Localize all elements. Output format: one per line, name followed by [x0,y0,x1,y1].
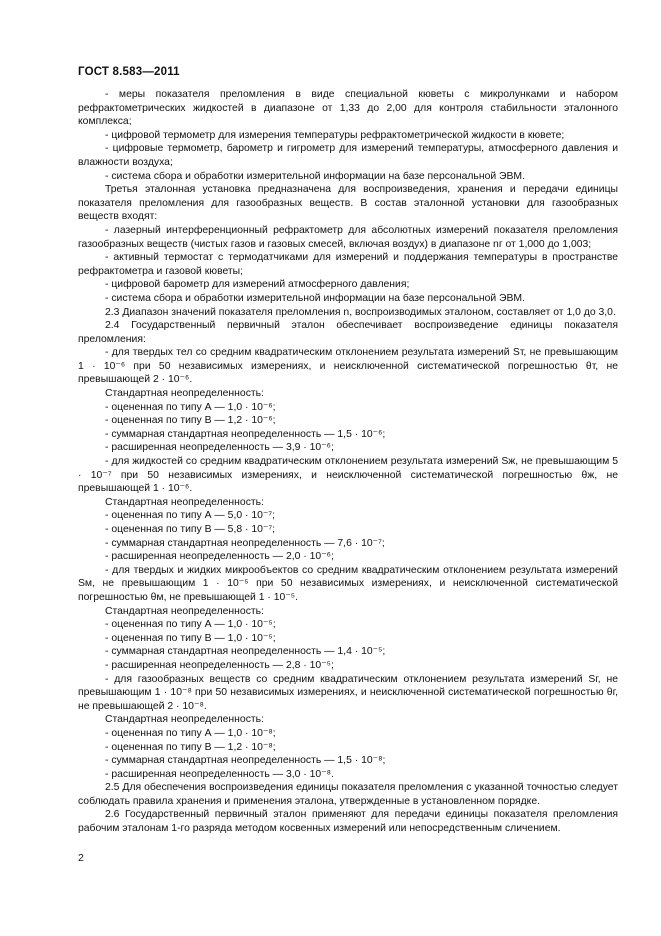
section-2-6: 2.6 Государственный первичный эталон применяют для передачи единицы показателя преломления рабочим эталонам 1-го разряда методом косвенных измерений или непосредственным сличением. [78,809,618,835]
paragraph: - цифровые термометр, барометр и гигрометр для измерений температуры, атмосферного давления и влажности воздуха; [78,143,618,168]
list-item: - суммарная стандартная неопределенность — 1,5 · 10⁻⁸; [105,755,386,767]
paragraph: - для жидкостей со средним квадратическим отклонением результата измерений Sж, не превышающим 5 · 10⁻⁷ при 50 независимых измерениях, и неисключенной систематической погрешностью θж, не превышающей 1 · 10⁻⁶. [78,456,618,495]
uncertainty-heading: Стандартная неопределенность: [105,388,264,400]
list-item: - оцененная по типу А — 1,0 · 10⁻⁵; [105,619,276,631]
paragraph: - активный термостат с термодатчиками для измерений и поддержания температуры в пространстве рефрактометра и газовой кюветы; [78,252,618,277]
list-item: - суммарная стандартная неопределенность — 1,5 · 10⁻⁶; [105,428,386,440]
document-header: ГОСТ 8.583—2011 [78,66,180,78]
paragraph: - меры показателя преломления в виде специальной кюветы с микролунками и набором рефрактометрических жидкостей в диапазоне от 1,33 до 2,00 для контроля стабильности эталонного комплекса; [78,89,618,128]
paragraph: - система сбора и обработки измерительной информации на базе персональной ЭВМ. [105,292,525,304]
list-item: - оцененная по типу В — 1,0 · 10⁻⁵; [105,632,276,644]
document-body [78,88,618,836]
paragraph: - для газообразных веществ со средним квадратическим отклонением результата измерений Sг, не превышающим 1 · 10⁻⁸ при 50 независимых измерениях, и неисключенной систематической погрешностью θг, не превышающей 2 · 10⁻⁸. [78,673,618,712]
section-2-4: 2.4 Государственный первичный эталон обеспечивает воспроизведение единицы показателя преломления: [78,320,618,345]
paragraph: - для твердых и жидких микрообъектов со средним квадратическим отклонением результата измерений Sм, не превышающим 1 · 10⁻⁵ при 50 независимых измерениях, и неисключенной систематической погрешностью θм, не превышающей 1 · 10⁻⁵. [78,564,618,603]
paragraph: Третья эталонная установка предназначена для воспроизведения, хранения и передачи единицы показателя преломления для газообразных веществ. В состав эталонной установки для газообразных веществ входят: [78,184,618,223]
paragraph: - цифровой барометр для измерений атмосферного давления; [105,279,410,291]
paragraph: - для твердых тел со средним квадратическим отклонением результата измерений Sт, не превышающим 1 · 10⁻⁶ при 50 независимых измерениях, и неисключенной систематической погрешностью θт, не превышающей 2 · 10⁻⁶. [78,347,618,386]
list-item: - расширенная неопределенность — 2,0 · 10⁻⁶; [105,551,334,563]
list-item: - оцененная по типу В — 1,2 · 10⁻⁸; [105,741,276,753]
uncertainty-heading: Стандартная неопределенность: [105,605,264,617]
list-item: - оцененная по типу А — 1,0 · 10⁻⁸; [105,727,276,739]
list-item: - оцененная по типу В — 1,2 · 10⁻⁶; [105,415,276,427]
list-item: - расширенная неопределенность — 2,8 · 10⁻⁵; [105,659,334,671]
list-item: - оцененная по типу А — 5,0 · 10⁻⁷; [105,510,276,522]
paragraph: - система сбора и обработки измерительной информации на базе персональной ЭВМ. [105,170,525,182]
uncertainty-heading: Стандартная неопределенность: [105,496,264,508]
section-2-3: 2.3 Диапазон значений показателя преломления n, воспроизводимых эталоном, составляет от 1,0 до 3,0. [105,306,616,318]
list-item: - суммарная стандартная неопределенность — 1,4 · 10⁻⁵; [105,646,386,658]
list-item: - расширенная неопределенность — 3,9 · 10⁻⁶; [105,442,334,454]
list-item: - суммарная стандартная неопределенность — 7,6 · 10⁻⁷; [105,537,385,549]
list-item: - оцененная по типу А — 1,0 · 10⁻⁶; [105,401,276,413]
list-item: - оцененная по типу В — 5,8 · 10⁻⁷; [105,524,276,535]
paragraph: - лазерный интерференционный рефрактометр для абсолютных измерений показателя преломления газообразных веществ (чистых газов и газовых смесей, включая воздух) в диапазоне nг от 1,000 до 1,003; [78,224,618,250]
uncertainty-heading: Стандартная неопределенность: [105,714,264,726]
section-2-5: 2.5 Для обеспечения воспроизведения единицы показателя преломления с указанной точностью следует соблюдать правила хранения и применения эталона, утвержденные в установленном порядке. [78,782,618,807]
page-number: 2 [78,852,84,864]
list-item: - расширенная неопределенность — 3,0 · 10⁻⁸. [105,768,334,780]
paragraph: - цифровой термометр для измерения температуры рефрактометрической жидкости в кювете; [105,129,565,141]
